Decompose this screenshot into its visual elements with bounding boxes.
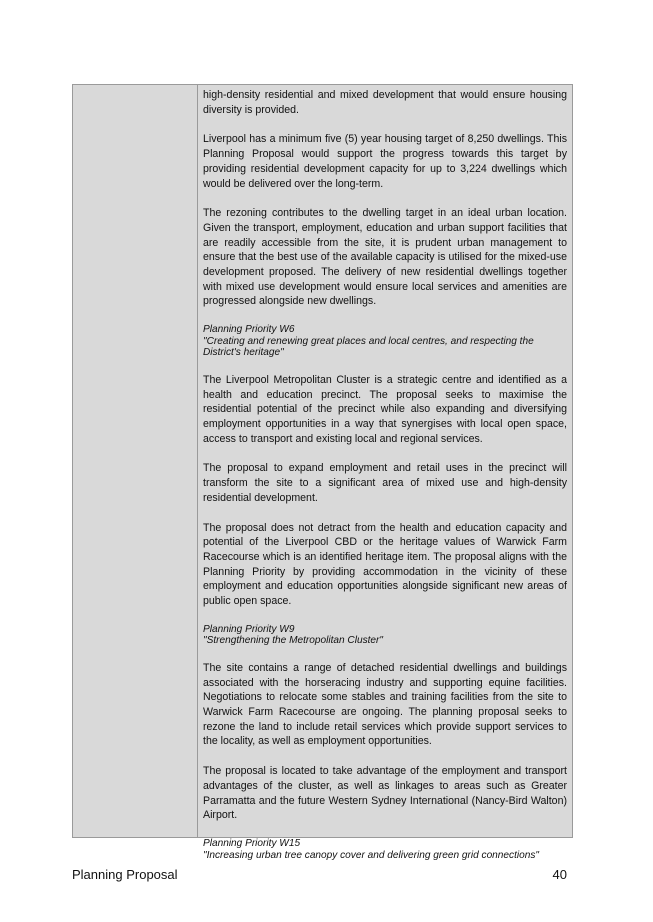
paragraph-housing-diversity: high-density residential and mixed development that would ensure housing diversity is provided. [203,89,567,116]
paragraph-rezoning: The rezoning contributes to the dwelling target in an ideal urban location. Given the transport, employment, education and urban support facilities that are readily accessible from the site, it is prudent urban management to ensure that the best use of the available capacity is utilised for the mixed-use development proposed. The delivery of new residential dwellings together with mixed use development would ensure local services and amenities are progressed alongside new dwellings. [203,207,567,308]
priority-w15 [203,838,567,861]
priority-w9 [203,624,567,647]
priority-w6-quote: "Creating and renewing great places and local centres, and respecting the District's heritage" [203,335,534,359]
table-right-column [198,85,572,861]
paragraph-heritage: The proposal does not detract from the health and education capacity and potential of the Liverpool CBD or the heritage values of Warwick Farm Racecourse which is an identified heritage item. The proposal aligns with the Planning Priority by providing accommodation in the vicinity of these employment and education opportunities alongside significant new areas of public open space. [203,521,567,608]
paragraph-expand-employment: The proposal to expand employment and retail uses in the precinct will transform the site to a significant area of mixed use and high-density residential development. [203,462,567,504]
priority-w15-title: Planning Priority W15 [203,837,301,849]
paragraph-housing-target: Liverpool has a minimum five (5) year housing target of 8,250 dwellings. This Planning Proposal would support the progress towards this target by providing residential development capacity for up to 3,224 dwellings which would be delivered over the long-term. [203,133,567,190]
priority-w9-title: Planning Priority W9 [203,623,295,635]
paragraph-metropolitan-cluster: The Liverpool Metropolitan Cluster is a strategic centre and identified as a health and education precinct. The proposal seeks to maximise the residential potential of the precinct while also expanding and diversifying employment opportunities in a way that synergises with local open space, access to transport and existing local and regional services. [203,373,567,445]
priority-w15-quote: "Increasing urban tree canopy cover and delivering green grid connections" [203,849,539,861]
priority-w6-title: Planning Priority W6 [203,324,295,336]
priority-w6 [203,324,567,359]
priority-w9-quote: "Strengthening the Metropolitan Cluster" [203,635,383,647]
content-table [72,84,573,861]
paragraph-location-advantage: The proposal is located to take advantage of the employment and transport advantages of the cluster, as well as linkages to areas such as Greater Parramatta and the future Western Sydney International (Nancy-Bird Walton) Airport. [203,765,567,822]
page-number: 40 [552,867,567,882]
paragraph-site-contains: The site contains a range of detached residential dwellings and buildings associated with the horseracing industry and supporting equine facilities. Negotiations to relocate some stables and training facilities from the site to Warwick Farm Racecourse are ongoing. The planning proposal seeks to rezone the land to include retail services which provide support services to the locality, as well as employment opportunities. [203,661,567,748]
table-left-column [73,85,198,837]
footer-title: Planning Proposal [72,867,178,882]
